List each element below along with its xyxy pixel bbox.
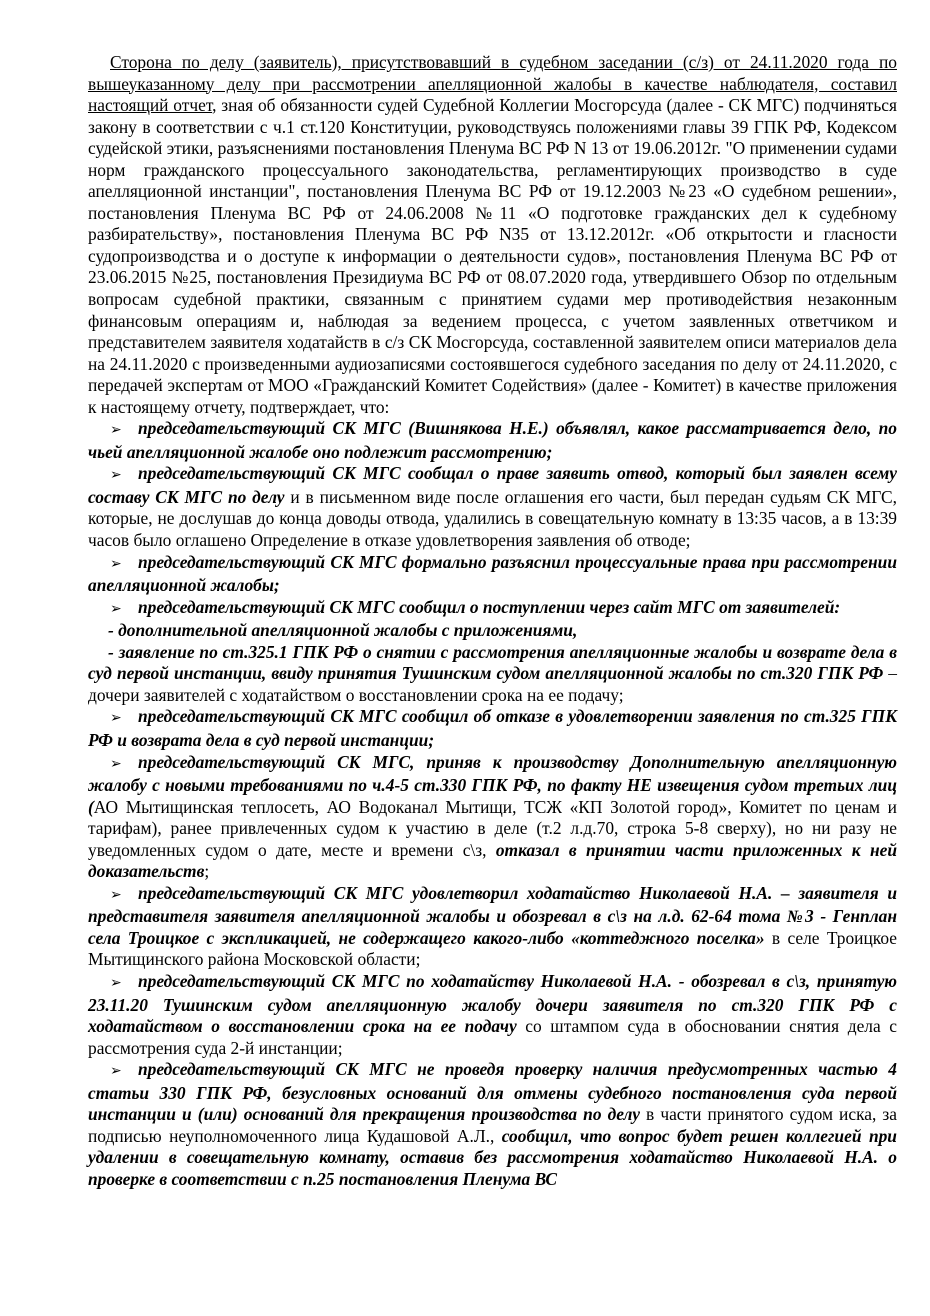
item-text: и в письменном виде после оглашения его части, был передан судьям СК МГС, которые, не дослушав до конца доводы отвода, удалились в совещательную комнату в 13:35 часов, а в 13:39 часов было оглашено Определение в отказе удовлетворения заявления об отводе;: [88, 486, 897, 551]
arrow-bullet-icon: ➢: [110, 600, 122, 617]
arrow-bullet-icon: ➢: [110, 886, 122, 903]
sub-list-item: [88, 642, 897, 707]
list-item: [88, 883, 897, 971]
item-text: со штампом суда в обосновании снятия дела с рассмотрения суда 2-й инстанции;: [88, 1016, 897, 1058]
list-item: [88, 706, 897, 751]
item-bold-text: председательствующий СК МГС сообщил о поступлении через сайт МГС от заявителей:: [138, 596, 841, 617]
item-text: в части принятого судом иска, за подписью неуполномоченного лица Кудашовой А.Л.,: [88, 1104, 897, 1146]
item-bold-text: председательствующий СК МГС сообщил об отказе в удовлетворении заявления по ст.325 ГПК РФ и возврата дела в суд первой инстанции;: [88, 706, 897, 750]
list-item: [88, 418, 897, 463]
list-item: [88, 597, 897, 621]
item-bold-text: председательствующий СК МГС (Вишнякова Н.Е.) объявлял, какое рассматривается дело, по чьей апелляционной жалобе оно подлежит рассмотрению;: [88, 418, 897, 462]
subitem-bold-text: - дополнительной апелляционной жалобы с приложениями,: [108, 620, 578, 641]
list-item: [88, 552, 897, 597]
arrow-bullet-icon: ➢: [110, 422, 122, 439]
intro-underlined-text: Сторона по делу (заявитель), присутствовавший в судебном заседании (с/з) от 24.11.2020 года по вышеуказанному делу при рассмотрении апелляционной жалобы в качестве наблюдателя, составил настоящий отчет: [88, 52, 897, 116]
subitem-text: – дочери заявителей с ходатайством о восстановлении срока на ее подачу;: [88, 663, 897, 705]
intro-text: , зная об обязанности судей Судебной Коллегии Мосгорсуда (далее - СК МГС) подчиняться закону в соответствии с ч.1 ст.120 Конституции, руководствуясь положениями главы 39 ГПК РФ, Кодексом судейской этики, разъяснениями постановления Пленума ВС РФ N 13 от 19.06.2012г. "О применении судами норм гражданского процессуального законодательства, регламентирующих производство в суде апелляционной инстанции", постановления Пленума ВС РФ от 19.12.2003 №23 «О судебном решении», постановления Пленума ВС РФ от 24.06.2008 №11 «О подготовке гражданских дел к судебному разбирательству», постановления Пленума ВС РФ N35 от 13.12.2012г. «Об открытости и гласности судопроизводства и о доступе к информации о деятельности судов», постановления Пленума ВС РФ от 23.06.2015 №25, постановления Президиума ВС РФ от 08.07.2020 года, утвердившего Обзор по отдельным вопросам судебной практики, связанным с принятием судами мер противодействия незаконным финансовым операциям и, наблюдая за ведением процесса, с учетом заявленных ответчиком и представителем заявителя ходатайств в с/з СК Мосгорсуда, составленной заявителем описи материалов дела на 24.11.2020 с произведенными аудиозаписями состоявшегося судебного заседания по делу от 24.11.2020, с передачей экспертам от МОО «Гражданский Комитет Содействия» (далее - Комитет) в качестве приложения к настоящему отчету, подтверждает, что:: [88, 95, 898, 417]
item-bold-text: председательствующий СК МГС не проведя проверку наличия предусмотренных частью 4 статьи 330 ГПК РФ, безусловных оснований для отмены судебного постановления суда первой инстанции и (или) оснований для прекращения производства по делу: [88, 1059, 897, 1125]
list-item: [88, 463, 897, 551]
list-item: [88, 1059, 897, 1190]
item-text: ;: [204, 861, 210, 882]
item-text: АО Мытищинская теплосеть, АО Водоканал Мытищи, ТСЖ «КП Золотой город», Комитет по ценам и тарифам), ранее привлеченных судом к участию в деле (т.2 л.д.70, строка 5-8 сверху), но ни разу не уведомленных судом о дате, месте и времени с\з,: [88, 796, 897, 860]
sub-list-item: [88, 620, 897, 642]
item-bold-text: отказал в принятии части приложенных к ней доказательств: [88, 839, 897, 882]
item-bold-text: председательствующий СК МГС по ходатайству Николаевой Н.А. - обозревал в с\з, принятую 23.11.20 Тушинским судом апелляционную жалобу дочери заявителя по ст.320 ГПК РФ с ходатайством о восстановлении срока на ее подачу: [88, 970, 897, 1037]
item-text: в селе Троицкое Мытищинского района Московской области;: [88, 927, 897, 970]
item-bold-text: председательствующий СК МГС, приняв к производству Дополнительную апелляционную жалобу с новыми требованиями по ч.4-5 ст.330 ГПК РФ, по факту НЕ извещения судом третьих лиц (: [88, 751, 897, 817]
arrow-bullet-icon: ➢: [110, 755, 122, 772]
list-item: [88, 971, 897, 1059]
list-item: [88, 752, 897, 883]
item-bold-text: председательствующий СК МГС формально разъяснил процессуальные права при рассмотрении апелляционной жалобы;: [88, 551, 897, 596]
arrow-bullet-icon: ➢: [110, 710, 122, 727]
subitem-bold-text: - заявление по ст.325.1 ГПК РФ о снятии с рассмотрения апелляционные жалобы и возврате дела в суд первой инстанции, ввиду принятия Тушинским судом апелляционной жалобы по ст.320 ГПК РФ: [88, 641, 897, 684]
arrow-bullet-icon: ➢: [110, 974, 122, 991]
arrow-bullet-icon: ➢: [110, 467, 122, 484]
intro-paragraph: [88, 52, 897, 418]
item-bold-text: председательствующий СК МГС сообщал о праве заявить отвод, который был заявлен всему составу СК МГС по делу: [88, 463, 897, 507]
item-bold-text: председательствующий СК МГС удовлетворил ходатайство Николаевой Н.А. – заявителя и представителя заявителя апелляционной жалобы и обозревал в с\з на л.д. 62-64 тома №3 - Генплан села Троицкое с экспликацией, не содержащего какого-либо «коттеджного поселка»: [88, 882, 897, 948]
arrow-bullet-icon: ➢: [110, 555, 122, 572]
item-bold-text: сообщил, что вопрос будет решен коллегией при удалении в совещательную комнату, оставив без рассмотрения ходатайство Николаевой Н.А. о проверке в соответствии с п.25 постановления Пленума ВС: [88, 1125, 897, 1189]
arrow-bullet-icon: ➢: [110, 1063, 122, 1080]
